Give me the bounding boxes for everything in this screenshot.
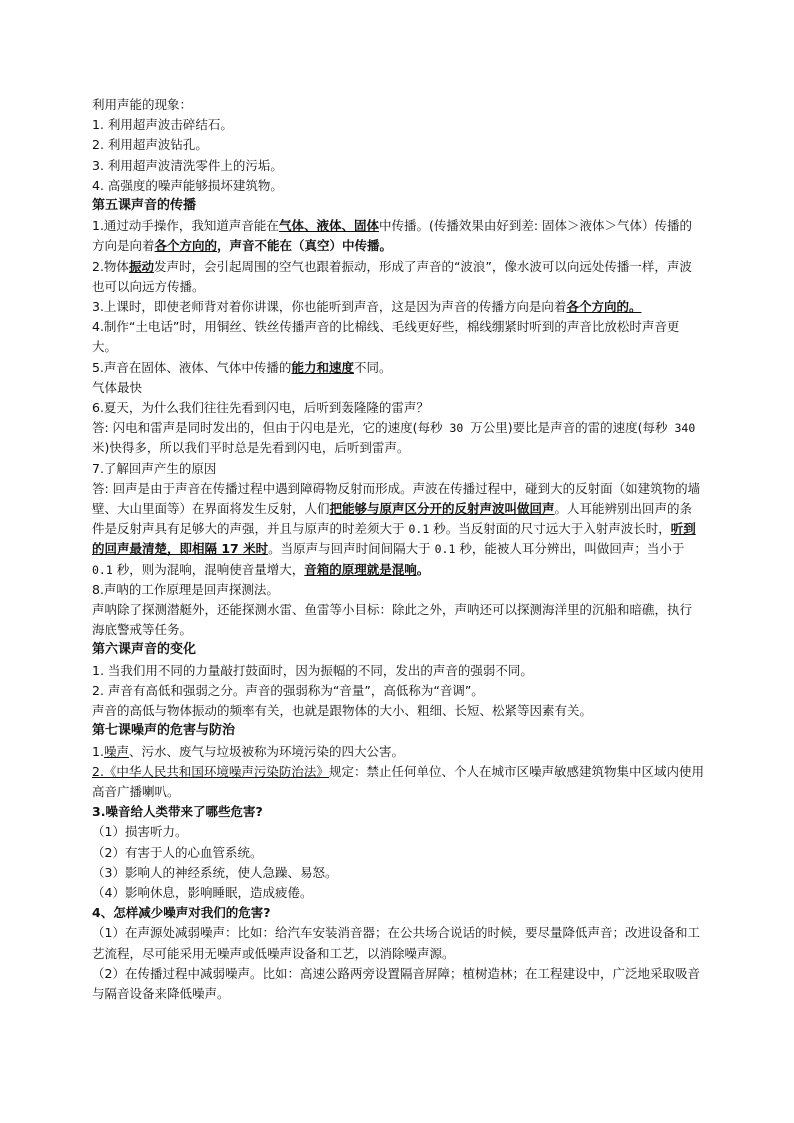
paragraph: 1.通过动手操作，我知道声音能在气体、液体、固体中传播。(传播效果由好到差: 固体＞液体＞气体）传播的方向是向着各个方向的，声音不能在（真空）中传播。: [92, 218, 693, 254]
answer: 答: 回声是由于声音在传播过程中遇到障碍物反射而形成。声波在传播过程中，碰到大的反射面（如建筑物的墙壁、大山里面等）在界面将发生反射，人们把能够与原声区分开的反射声波叫做回声。人耳能辨别出回声的条件是反射声具有足够大的声强，并且与原声的时差须大于 0.1 秒。当反射面的尺寸远大于入射声波长时，听到的回声最清楚，即相隔 17 米时。当原声与回声时间间隔大于 0.1 秒，能被人耳分辨出，叫做回声；当小于 0.1 秒，则为混响，混响使音量增大，音箱的原理就是混响。: [92, 480, 701, 577]
question: 3.噪音给人类带来了哪些危害?: [92, 804, 263, 820]
paragraph: 2.物体振动发声时，会引起周围的空气也跟着振动，形成了声音的“波浪”，像水波可以向远处传播一样，声波也可以向远方传播。: [92, 258, 692, 294]
paragraph: 声呐除了探测潜艇外，还能探测水雷、鱼雷等小目标：除此之外，声呐还可以探测海洋里的沉船和暗礁，执行海底警戒等任务。: [92, 602, 693, 638]
paragraph: 2.《中华人民共和国环境噪声污染防治法》规定：禁止任何单位、个人在城市区噪声敏感建筑物集中区域内使用高音广播喇叭。: [92, 763, 704, 799]
list-item: （2）有害于人的心血管系统。: [92, 844, 263, 860]
paragraph: 1.噪声、污水、废气与垃圾被称为环境污染的四大公害。: [92, 743, 404, 759]
list-item: （1）损害听力。: [92, 824, 188, 840]
lesson-6-heading: 第六课声音的变化: [92, 642, 197, 658]
paragraph: （2）在传播过程中减弱噪声。比如：高速公路两旁设置隔音屏障；植树造林；在工程建设中，广泛地采取吸音与隔音设备来降低噪声。: [92, 965, 700, 1001]
paragraph: 声音的高低与物体振动的频率有关，也就是跟物体的大小、粗细、长短、松紧等因素有关。: [92, 703, 593, 719]
paragraph: 1. 当我们用不同的力量敲打鼓面时，因为振幅的不同，发出的声音的强弱不同。: [92, 662, 533, 678]
lesson-7-heading: 第七课噪声的危害与防治: [92, 723, 236, 739]
list-item: 3. 利用超声波清洗零件上的污垢。: [92, 157, 283, 173]
question: 6.夏天，为什么我们往往先看到闪电，后听到轰隆隆的雷声？: [92, 400, 429, 416]
paragraph: 8.声呐的工作原理是回声探测法。: [92, 581, 279, 597]
document-page: [92, 95, 704, 1004]
paragraph: 5.声音在固体、液体、气体中传播的能力和速度不同。: [92, 359, 392, 375]
paragraph: 4.制作“土电话”时，用铜丝、铁丝传播声音的比棉线、毛线更好些，棉线绷紧时听到的声音比放松时声音更大。: [92, 319, 680, 355]
question: 4、怎样减少噪声对我们的危害?: [92, 905, 271, 921]
question: 7.了解回声产生的原因: [92, 460, 217, 476]
paragraph: 2. 声音有高低和强弱之分。声音的强弱称为“音量”，高低称为“音调”。: [92, 682, 484, 698]
lesson-5-heading: 第五课声音的传播: [92, 198, 197, 214]
list-item: 1. 利用超声波击碎结石。: [92, 117, 233, 133]
section-title: 利用声能的现象：: [92, 97, 193, 112]
list-item: （4）影响休息，影响睡眠，造成疲倦。: [92, 884, 313, 900]
list-item: 2. 利用超声波钻孔。: [92, 137, 208, 153]
paragraph: 气体最快: [92, 379, 143, 395]
paragraph: 3.上课时，即使老师背对着你讲课，你也能听到声音，这是因为声音的传播方向是向着各个方向的。: [92, 299, 642, 315]
paragraph: （1）在声源处减弱噪声：比如：给汽车安装消音器；在公共场合说话的时候，要尽量降低声音；改进设备和工艺流程，尽可能采用无噪声或低噪声设备和工艺，以消除噪声源。: [92, 925, 700, 961]
list-item: 4. 高强度的噪声能够损坏建筑物。: [92, 177, 283, 193]
answer: 答: 闪电和雷声是同时发出的，但由于闪电是光，它的速度(每秒 30 万公里)要比是声音的雷的速度(每秒 340 米)快得多，所以我们平时总是先看到闪电，后听到雷声。: [92, 420, 696, 456]
list-item: （3）影响人的神经系统，使人急躁、易怒。: [92, 864, 338, 880]
